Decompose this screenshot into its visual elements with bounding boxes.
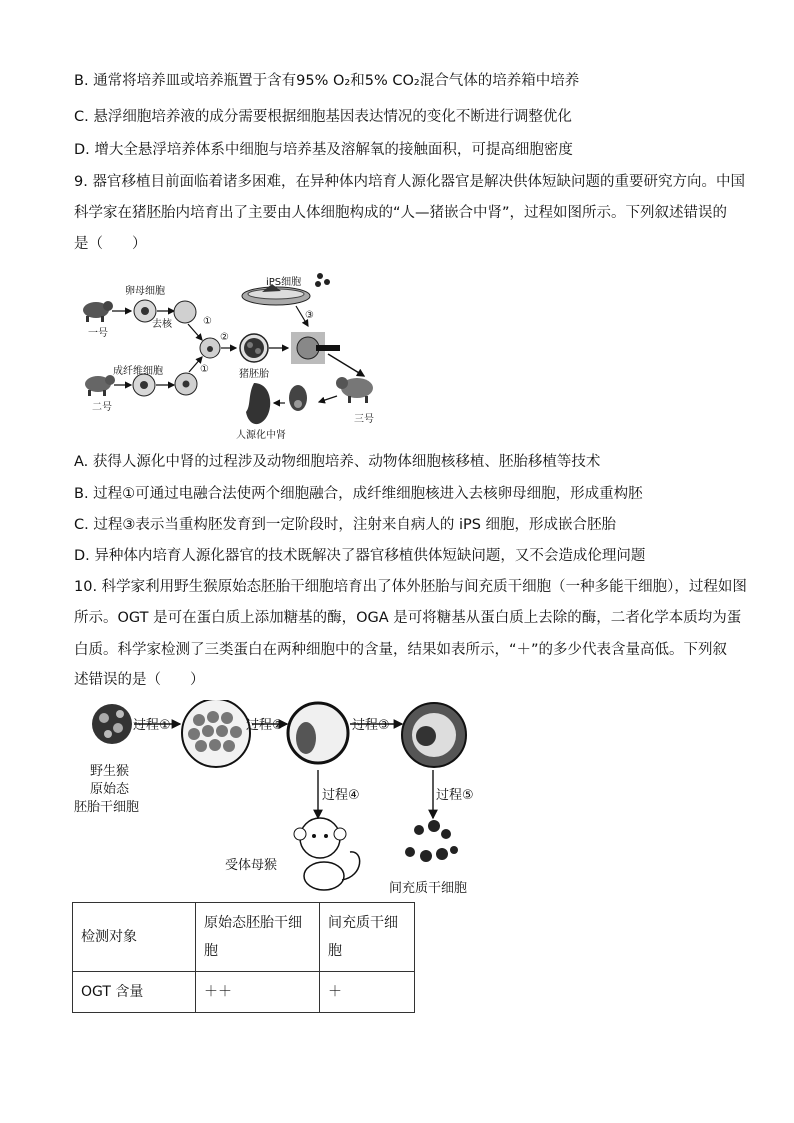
q9-stem-line3: 是（ ）	[74, 236, 147, 252]
label-proc5: 过程⑤	[436, 788, 474, 803]
table-row	[73, 972, 415, 1013]
q10-stem-line1: 10. 科学家利用野生猴原始态胚胎干细胞培育出了体外胚胎与间充质干细胞（一种多能干细胞），过程如图	[74, 579, 747, 595]
embryonic-stem-cell-icon	[92, 704, 132, 744]
label-fibroblast: 成纤维细胞	[113, 366, 163, 377]
header-line: 胞	[204, 943, 218, 959]
q10-figure	[74, 700, 484, 896]
post-implantation-embryo-icon	[402, 703, 466, 767]
label-kidney: 人源化中肾	[236, 430, 286, 441]
label-cell-line3: 胚胎干细胞	[74, 800, 140, 815]
pig-3-icon	[336, 377, 373, 403]
label-ips: iPS细胞	[266, 277, 302, 288]
q9-option-a: A. 获得人源化中肾的过程涉及动物细胞培养、动物体细胞核移植、胚胎移植等技术	[74, 454, 601, 470]
label-proc4: 过程④	[322, 788, 360, 803]
q9-stem-line1: 9. 器官移植目前面临着诸多困难，在异种体内培育人源化器官是解决供体短缺问题的重要研究方向。中国	[74, 174, 745, 190]
table-cell: ＋	[320, 972, 415, 1013]
pig-fetus-icon	[289, 385, 307, 411]
blastocyst-icon	[288, 703, 348, 763]
label-step1b: ①	[200, 364, 209, 375]
results-table	[72, 902, 415, 1013]
table-header-cell: 检测对象	[73, 903, 196, 972]
q9-option-d: D. 异种体内培育人源化器官的技术既解决了器官移植供体短缺问题，又不会造成伦理问题	[74, 548, 646, 564]
q10-stem-line2: 所示。OGT 是可在蛋白质上添加糖基的酶，OGA 是可将糖基从蛋白质上去除的酶，二者化学本质均为蛋	[74, 610, 742, 626]
humanized-kidney-icon	[246, 383, 270, 424]
pig-embryo-icon	[240, 334, 268, 362]
header-line: 胞	[328, 943, 342, 959]
reconstructed-embryo-icon	[200, 338, 220, 358]
label-embryo: 猪胚胎	[239, 369, 269, 380]
table-cell: OGT 含量	[73, 972, 196, 1013]
injection-icon	[291, 332, 340, 364]
label-oocyte: 卵母细胞	[125, 286, 165, 297]
label-enucleate: 去核	[152, 319, 172, 330]
enucleated-oocyte-icon	[174, 301, 196, 323]
q10-stem-line4: 述错误的是（ ）	[74, 672, 205, 688]
msc-cell-cluster-icon	[405, 820, 458, 862]
label-pig1: 一号	[88, 328, 108, 339]
fibroblast-icon	[133, 374, 155, 396]
label-step2: ②	[220, 332, 229, 343]
header-line: 间充质干细	[328, 915, 398, 931]
label-proc3: 过程③	[352, 718, 390, 733]
table-header-cell	[196, 903, 320, 972]
label-mother: 受体母猴	[225, 858, 278, 873]
q10-stem-line3: 白质。科学家检测了三类蛋白在两种细胞中的含量，结果如表所示，“＋”的多少代表含量高低。下列叙	[74, 642, 728, 658]
label-pig2: 二号	[92, 402, 112, 413]
q9-stem-line2: 科学家在猪胚胎内培育出了主要由人体细胞构成的“人—猪嵌合中肾”，过程如图所示。下列叙述错误的	[74, 205, 728, 221]
table-cell: ＋＋	[196, 972, 320, 1013]
q8-option-c: C. 悬浮细胞培养液的成分需要根据细胞基因表达情况的变化不断进行调整优化	[74, 109, 572, 125]
q9-option-c: C. 过程③表示当重构胚发育到一定阶段时，注射来自病人的 iPS 细胞，形成嵌合胚胎	[74, 517, 617, 533]
label-cell-line1: 野生猴	[90, 764, 130, 779]
pig-1-icon	[83, 301, 113, 322]
label-proc2: 过程②	[246, 718, 284, 733]
label-proc1: 过程①	[133, 718, 171, 733]
pig-2-icon	[85, 375, 115, 396]
recipient-monkey-icon	[294, 818, 360, 890]
table-header-row	[73, 903, 415, 972]
q8-option-b: B. 通常将培养皿或培养瓶置于含有95% O₂和5% CO₂混合气体的培养箱中培养	[74, 73, 580, 89]
q9-diagram	[76, 266, 396, 442]
morula-icon	[182, 700, 250, 767]
fibroblast-nucleus-icon	[175, 373, 197, 395]
table-header-cell	[320, 903, 415, 972]
label-step3: ③	[305, 310, 314, 321]
q9-figure	[76, 266, 396, 442]
q8-option-d: D. 增大全悬浮培养体系中细胞与培养基及溶解氧的接触面积，可提高细胞密度	[74, 142, 573, 158]
label-cell-line2: 原始态	[90, 782, 130, 797]
q9-option-b: B. 过程①可通过电融合法使两个细胞融合，成纤维细胞核进入去核卵母细胞，形成重构胚	[74, 486, 643, 502]
label-pig3: 三号	[354, 414, 374, 425]
label-step1a: ①	[203, 316, 212, 327]
label-msc: 间充质干细胞	[389, 881, 468, 896]
header-line: 原始态胚胎干细	[204, 915, 302, 931]
